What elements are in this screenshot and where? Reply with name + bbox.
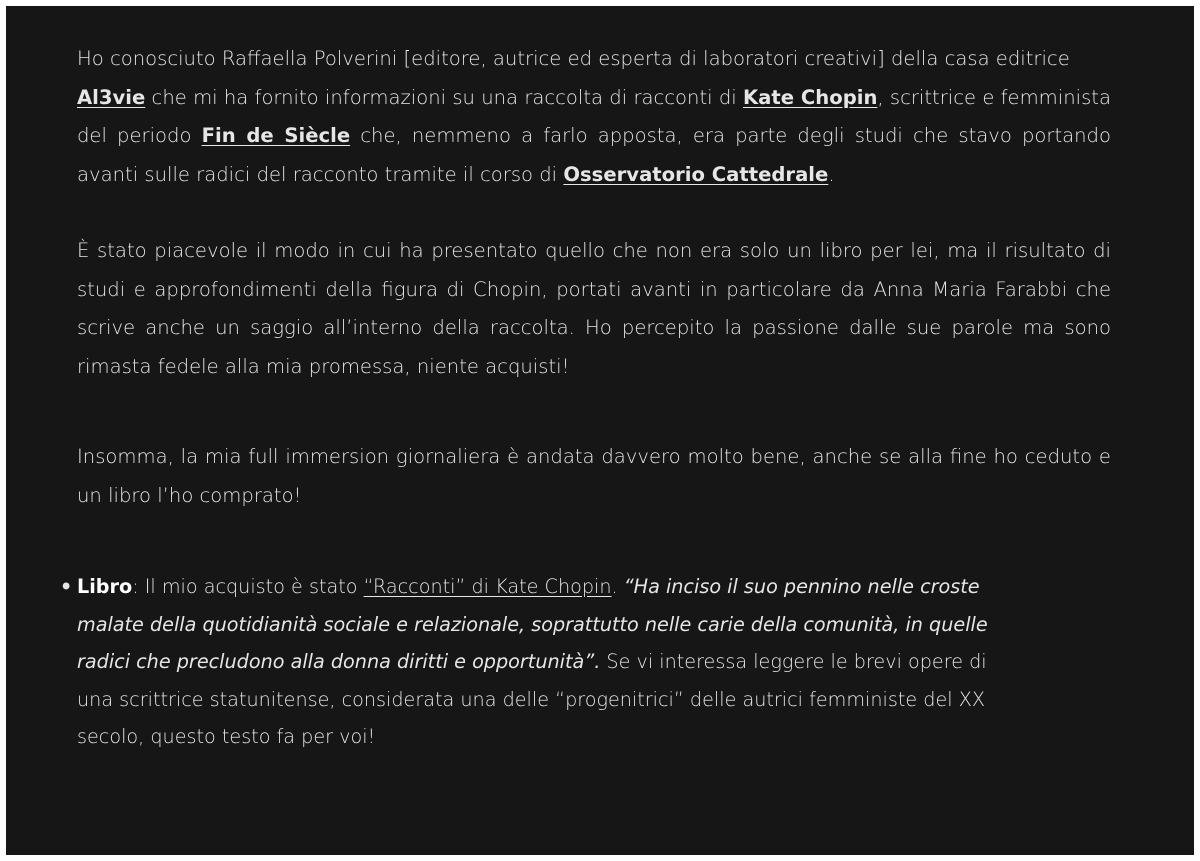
paragraph-1-text-3: , scrittrice e femminista del periodo	[77, 85, 1111, 147]
al3vie-link[interactable]: Al3vie	[77, 85, 146, 109]
list-item-text-3: Se vi interessa leggere le brevi opere di una scrittrice statunitense, considerata una delle “progenitrici” delle autrici femministe del XX secolo, questo testo fa per voi!	[77, 650, 987, 748]
list-item-text-1: : Il mio acquisto è stato	[132, 575, 364, 598]
list-item	[60, 568, 1007, 756]
spacer	[77, 386, 1111, 438]
paragraph-3: Insomma, la mia full immersion giornaliera è andata davvero molto bene, anche se alla fine ho ceduto e un libro l’ho comprato!	[77, 445, 1111, 507]
book-quote: “Ha inciso il suo pennino nelle croste malate della quotidianità sociale e relazionale, soprattutto nelle carie della comunità, in quelle radici che precludono alla donna diritti e opportunità”.	[77, 575, 988, 673]
fin-de-siecle-link[interactable]: Fin de Siècle	[201, 124, 351, 147]
purchase-list	[60, 568, 1007, 756]
racconti-link[interactable]: “Racconti” di Kate Chopin	[363, 575, 612, 598]
paragraph-1-text-4: che, nemmeno a farlo apposta, era parte degli studi che stavo portando avanti sulle radici del racconto tramite il corso di	[77, 124, 1111, 186]
list-item-label: Libro	[77, 575, 133, 598]
article-content	[60, 40, 1111, 756]
spacer	[77, 515, 1111, 568]
paragraph-1-text-5: .	[828, 162, 835, 186]
article-body	[6, 6, 1194, 855]
paragraph-2: È stato piacevole il modo in cui ha presentato quello che non era solo un libro per lei, ma il risultato di studi e approfondimenti della figura di Chopin, portati avanti in particolare da Anna Maria Farabbi che scrive anche un saggio all’interno della raccolta. Ho percepito la passione dalle sue parole ma sono rimasta fedele alla mia promessa, niente acquisti!	[77, 239, 1111, 378]
osservatorio-cattedrale-link[interactable]: Osservatorio Cattedrale	[563, 162, 829, 186]
paragraph-1-text-2: che mi ha fornito informazioni su una raccolta di racconti di	[145, 85, 743, 109]
list-item-text-2: .	[611, 575, 624, 598]
kate-chopin-link[interactable]: Kate Chopin	[743, 85, 878, 109]
spacer	[77, 194, 1111, 232]
paragraph-1	[77, 40, 1111, 194]
paragraph-1-text-1: Ho conosciuto Raffaella Polverini [editore, autrice ed esperta di laboratori creativi] della casa editrice	[77, 47, 1070, 70]
bullet-icon: •	[60, 575, 73, 598]
